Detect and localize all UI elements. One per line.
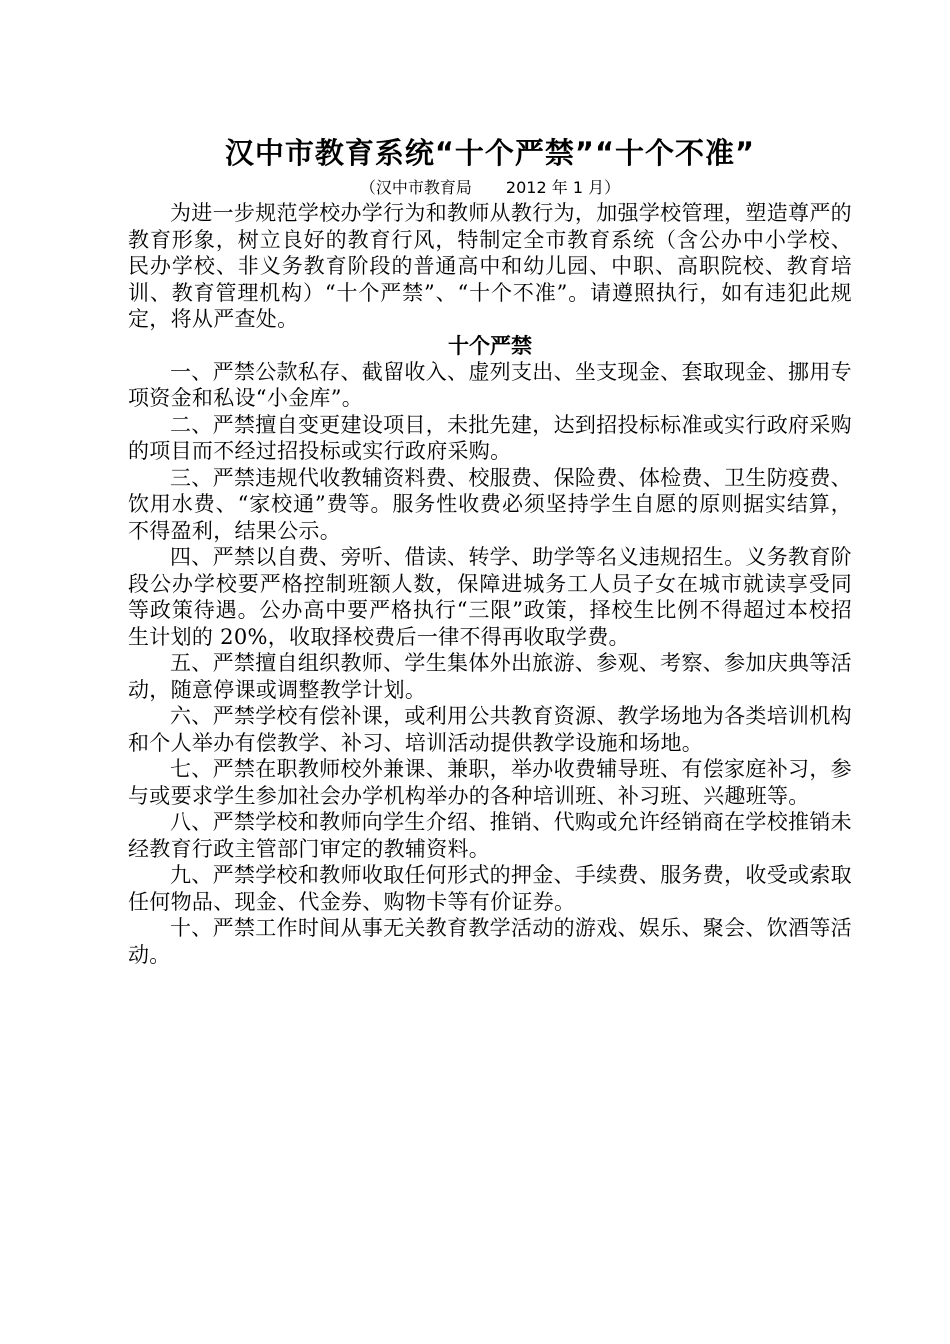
issuer-label: （汉中市教育局 bbox=[359, 178, 472, 197]
rule-item-8: 八、严禁学校和教师向学生介绍、推销、代购或允许经销商在学校推销未经教育行政主管部门审定的教辅资料。 bbox=[128, 810, 852, 861]
rule-item-3: 三、严禁违规代收教辅资料费、校服费、保险费、体检费、卫生防疫费、饮用水费、“家校通”费等。服务性收费必须坚持学生自愿的原则据实结算，不得盈利，结果公示。 bbox=[128, 465, 852, 543]
intro-paragraph: 为进一步规范学校办学行为和教师从教行为，加强学校管理，塑造尊严的教育形象，树立良好的教育行风，特制定全市教育系统（含公办中小学校、民办学校、非义务教育阶段的普通高中和幼儿园、中职、高职院校、教育培训、教育管理机构）“十个严禁”、“十个不准”。请遵照执行，如有违犯此规定，将从严查处。 bbox=[128, 201, 852, 331]
rule-item-5: 五、严禁擅自组织教师、学生集体外出旅游、参观、考察、参加庆典等活动，随意停课或调整教学计划。 bbox=[128, 651, 852, 702]
rule-item-1: 一、严禁公款私存、截留收入、虚列支出、坐支现金、套取现金、挪用专项资金和私设“小金库”。 bbox=[128, 359, 852, 410]
document-subtitle bbox=[128, 176, 852, 200]
section-heading: 十个严禁 bbox=[448, 333, 532, 358]
rule-item-4: 四、严禁以自费、旁听、借读、转学、助学等名义违规招生。义务教育阶段公办学校要严格控制班额人数，保障进城务工人员子女在城市就读享受同等政策待遇。公办高中要严格执行“三限”政策，择校生比例不得超过本校招生计划的 20%，收取择校费后一律不得再收取学费。 bbox=[128, 545, 852, 649]
document-page bbox=[128, 136, 852, 968]
issue-date: 2012 年 1 月） bbox=[505, 178, 621, 197]
rule-item-2: 二、严禁擅自变更建设项目，未批先建，达到招投标标准或实行政府采购的项目而不经过招投标或实行政府采购。 bbox=[128, 412, 852, 463]
rule-item-6: 六、严禁学校有偿补课，或利用公共教育资源、教学场地为各类培训机构和个人举办有偿教学、补习、培训活动提供教学设施和场地。 bbox=[128, 704, 852, 755]
rule-item-10: 十、严禁工作时间从事无关教育教学活动的游戏、娱乐、聚会、饮酒等活动。 bbox=[128, 916, 852, 967]
rule-item-9: 九、严禁学校和教师收取任何形式的押金、手续费、服务费，收受或索取任何物品、现金、代金券、购物卡等有价证券。 bbox=[128, 863, 852, 914]
document-title: 汉中市教育系统“十个严禁”“十个不准” bbox=[224, 136, 756, 170]
rule-item-7: 七、严禁在职教师校外兼课、兼职，举办收费辅导班、有偿家庭补习，参与或要求学生参加社会办学机构举办的各种培训班、补习班、兴趣班等。 bbox=[128, 757, 852, 808]
